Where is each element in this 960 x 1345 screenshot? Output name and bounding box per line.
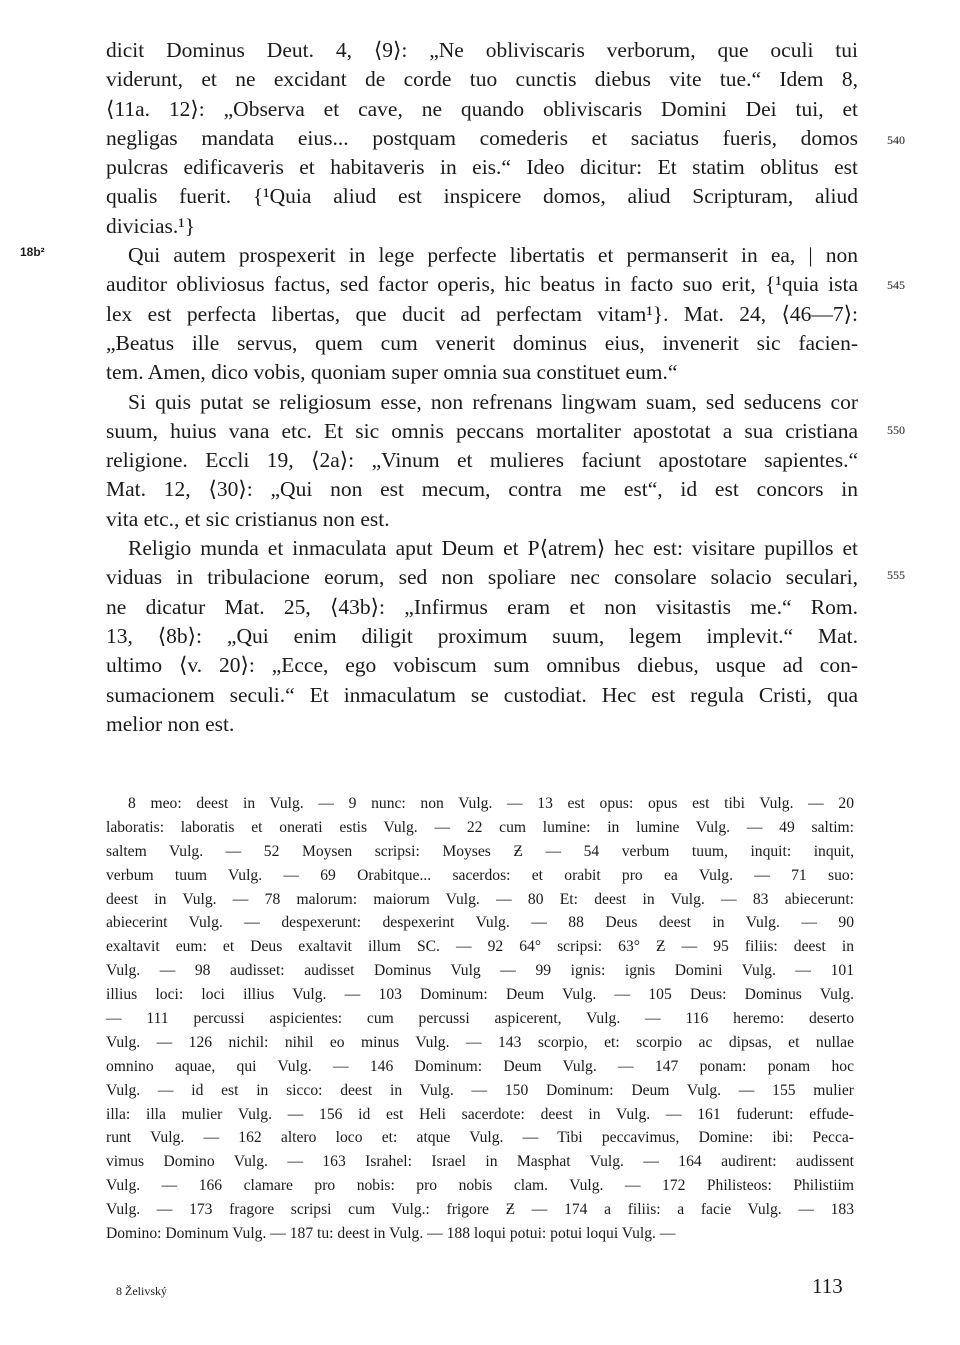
- apparatus-line: Vulg. — 98 audisset: audisset Dominus Vulg — 99 ignis: ignis Domini Vulg. — 101: [106, 962, 854, 980]
- text-line: dicit Dominus Deut. 4, ⟨9⟩: „Ne obliviscaris verborum, que oculi tui: [106, 38, 858, 62]
- critical-apparatus: [106, 792, 854, 1246]
- text-line: Qui autem prospexerit in lege perfecte libertatis et permanserit in ea, | non: [128, 243, 858, 268]
- apparatus-line: exaltavit eum: et Deus exaltavit illum SC. — 92 64° scripsi: 63° Ƶ — 95 filiis: deest in: [106, 938, 854, 956]
- text-line: melior non est.: [106, 711, 235, 736]
- apparatus-line: verbum tuum Vulg. — 69 Orabitque... sacerdos: et orabit pro ea Vulg. — 71 suo:: [106, 866, 854, 884]
- text-line: tem. Amen, dico vobis, quoniam super omnia sua constituet eum.“: [106, 360, 678, 385]
- text-line: auditor obliviosus factus, sed factor operis, hic beatus in facto suo erit, {¹quia ista: [106, 272, 858, 297]
- apparatus-line: laboratis: laboratis et onerati estis Vulg. — 22 cum lumine: in lumine Vulg. — 49 saltim:: [106, 818, 854, 836]
- line-number: 545: [887, 278, 905, 292]
- signature-mark: 8 Želivský: [116, 1284, 167, 1298]
- text-line: Si quis putat se religiosum esse, non refrenans lingwam suam, sed seducens cor: [128, 389, 858, 414]
- apparatus-line: saltem Vulg. — 52 Moysen scripsi: Moyses Ƶ — 54 verbum tuum, inquit: inquit,: [106, 842, 854, 860]
- text-line: suum, huius vana etc. Et sic omnis peccans mortaliter apostotat a sua cristiana: [106, 418, 858, 443]
- text-line: religione. Eccli 19, ⟨2a⟩: „Vinum et mulieres faciunt apostotare sapientes.“: [106, 448, 858, 473]
- apparatus-line: Domino: Dominum Vulg. — 187 tu: deest in Vulg. — 188 loqui potui: potui loqui Vulg. —: [106, 1225, 676, 1243]
- apparatus-line: 8 meo: deest in Vulg. — 9 nunc: non Vulg. — 13 est opus: opus est tibi Vulg. — 20: [128, 795, 854, 812]
- apparatus-line: omnino aquae, qui Vulg. — 146 Dominum: Deum Vulg. — 147 ponam: ponam hoc: [106, 1057, 854, 1075]
- folio-marker: 18b²: [20, 245, 45, 259]
- text-line: Religio munda et inmaculata aput Deum et P⟨atrem⟩ hec est: visitare pupillos et: [128, 536, 858, 561]
- apparatus-line: runt Vulg. — 162 altero loco et: atque Vulg. — Tibi peccavimus, Domine: ibi: Pecca-: [106, 1129, 854, 1147]
- line-number: 550: [887, 423, 905, 437]
- text-line: qualis fuerit. {¹Quia aliud est inspicere domos, aliud Scripturam, aliud: [106, 184, 858, 209]
- line-number: 540: [887, 133, 905, 147]
- apparatus-line: Vulg. — id est in sicco: deest in Vulg. — 150 Dominum: Deum Vulg. — 155 mulier: [106, 1081, 854, 1099]
- text-line: ne dicatur Mat. 25, ⟨43b⟩: „Infirmus eram et non visitastis me.“ Rom.: [106, 594, 858, 619]
- apparatus-line: vimus Domino Vulg. — 163 Israhel: Israel in Masphat Vulg. — 164 audirent: audissent: [106, 1153, 854, 1171]
- text-line: sumacionem seculi.“ Et inmaculatum se custodiat. Hec est regula Cristi, qua: [106, 682, 858, 707]
- apparatus-line: Vulg. — 173 fragore scripsi cum Vulg.: frigore Ƶ — 174 a filiis: a facie Vulg. — 183: [106, 1201, 854, 1219]
- text-line: divicias.¹}: [106, 213, 196, 238]
- apparatus-line: abiecerint Vulg. — despexerunt: despexerint Vulg. — 88 Deus deest in Vulg. — 90: [106, 914, 854, 932]
- text-line: Mat. 12, ⟨30⟩: „Qui non est mecum, contra me est“, id est concors in: [106, 477, 858, 502]
- apparatus-line: illius loci: loci illius Vulg. — 103 Dominum: Deum Vulg. — 105 Deus: Dominus Vulg.: [106, 986, 854, 1004]
- main-text: [106, 36, 858, 739]
- text-line: lex est perfecta libertas, que ducit ad perfectam vitam¹}. Mat. 24, ⟨46—7⟩:: [106, 301, 858, 326]
- text-line: „Beatus ille servus, quem cum venerit dominus eius, invenerit sic facien-: [106, 330, 858, 355]
- line-number: 555: [887, 568, 905, 582]
- text-line: ultimo ⟨v. 20⟩: „Ecce, ego vobiscum sum omnibus diebus, usque ad con-: [106, 653, 858, 678]
- text-line: pulcras edificaveris et habitaveris in eis.“ Ideo dicitur: Et statim oblitus est: [106, 155, 858, 180]
- text-line: viduas in tribulacione eorum, sed non spoliare nec consolare solacio seculari,: [106, 565, 858, 590]
- page-number: 113: [812, 1274, 843, 1298]
- apparatus-line: illa: illa mulier Vulg. — 156 id est Heli sacerdote: deest in Vulg. — 161 fuderunt: effude-: [106, 1105, 854, 1123]
- text-line: viderunt, et ne excidant de corde tuo cunctis diebus vite tue.“ Idem 8,: [106, 67, 858, 92]
- apparatus-line: deest in Vulg. — 78 malorum: maiorum Vulg. — 80 Et: deest in Vulg. — 83 abiecerunt:: [106, 890, 854, 908]
- apparatus-line: Vulg. — 126 nichil: nihil eo minus Vulg. — 143 scorpio, et: scorpio ac dipsas, et nullae: [106, 1033, 854, 1051]
- text-line: negligas mandata eius... postquam comederis et saciatus fueris, domos: [106, 125, 858, 150]
- text-line: vita etc., et sic cristianus non est.: [106, 506, 390, 531]
- apparatus-line: — 111 percussi aspicientes: cum percussi aspicerent, Vulg. — 116 heremo: deserto: [106, 1010, 854, 1028]
- apparatus-line: Vulg. — 166 clamare pro nobis: pro nobis clam. Vulg. — 172 Philisteos: Philistiim: [106, 1177, 854, 1195]
- text-line: 13, ⟨8b⟩: „Qui enim diligit proximum suum, legem implevit.“ Mat.: [106, 623, 858, 648]
- text-line: ⟨11a. 12⟩: „Observa et cave, ne quando obliviscaris Domini Dei tui, et: [106, 96, 858, 121]
